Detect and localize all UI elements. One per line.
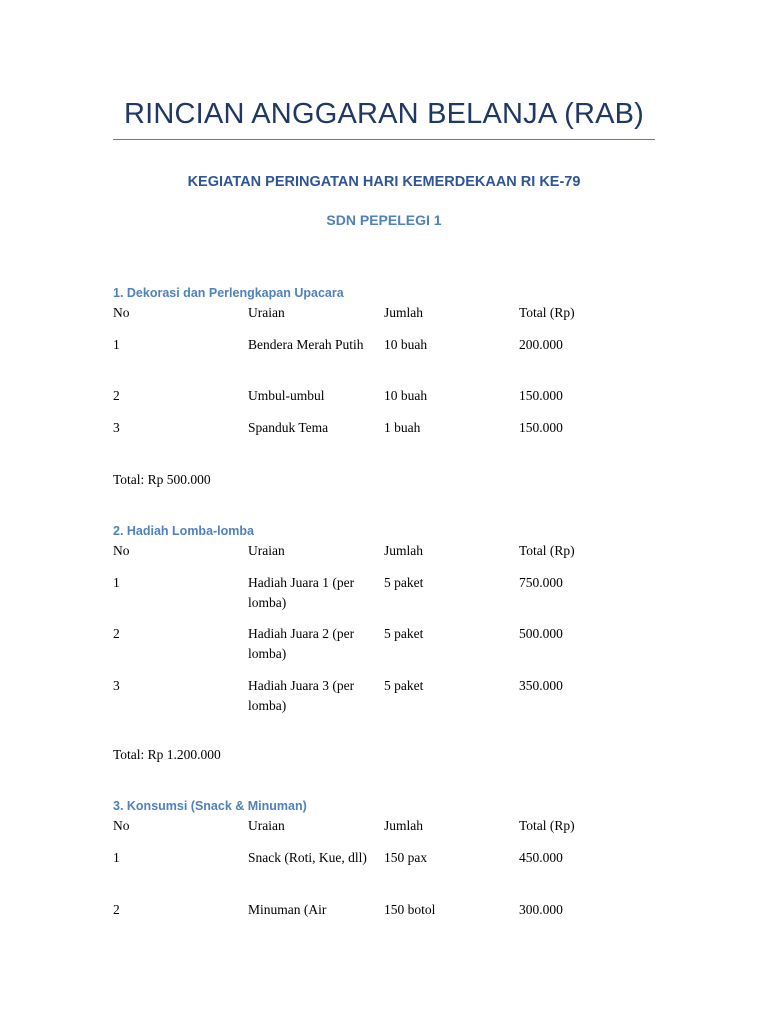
row-jumlah: 150 botol — [384, 902, 436, 917]
header-jumlah: Jumlah — [384, 543, 423, 558]
header-total: Total (Rp) — [519, 305, 575, 320]
row-total: 750.000 — [519, 575, 563, 590]
row-jumlah: 5 paket — [384, 575, 424, 590]
document-title: RINCIAN ANGGARAN BELANJA (RAB) — [123, 98, 645, 130]
header-no: No — [113, 818, 130, 833]
row-no: 2 — [113, 902, 120, 917]
row-jumlah: 1 buah — [384, 420, 421, 435]
row-total: 150.000 — [519, 420, 563, 435]
row-uraian: Bendera Merah Putih — [248, 337, 364, 352]
row-no: 1 — [113, 337, 120, 352]
section-heading: 1. Dekorasi dan Perlengkapan Upacara — [113, 286, 344, 300]
header-jumlah: Jumlah — [384, 818, 423, 833]
row-uraian: Snack (Roti, Kue, dll) — [248, 850, 367, 865]
section-heading: 2. Hadiah Lomba-lomba — [113, 524, 254, 538]
header-uraian: Uraian — [248, 305, 285, 320]
header-uraian: Uraian — [248, 818, 285, 833]
row-no: 2 — [113, 388, 120, 403]
row-total: 500.000 — [519, 626, 563, 641]
row-no: 3 — [113, 678, 120, 693]
header-jumlah: Jumlah — [384, 305, 423, 320]
row-total: 200.000 — [519, 337, 563, 352]
header-no: No — [113, 543, 130, 558]
row-uraian: Hadiah Juara 1 (per lomba) — [248, 575, 355, 610]
row-uraian: Umbul-umbul — [248, 388, 325, 403]
row-jumlah: 5 paket — [384, 678, 424, 693]
header-uraian: Uraian — [248, 543, 285, 558]
school-name: SDN PEPELEGI 1 — [326, 212, 442, 228]
row-uraian: Hadiah Juara 3 (per lomba) — [248, 678, 355, 713]
row-jumlah: 5 paket — [384, 626, 424, 641]
row-no: 3 — [113, 420, 120, 435]
row-total: 300.000 — [519, 902, 563, 917]
header-total: Total (Rp) — [519, 818, 575, 833]
section-total: Total: Rp 1.200.000 — [113, 747, 221, 762]
row-no: 1 — [113, 850, 120, 865]
row-no: 1 — [113, 575, 120, 590]
row-jumlah: 10 buah — [384, 388, 428, 403]
row-uraian: Minuman (Air — [248, 902, 327, 917]
row-uraian: Spanduk Tema — [248, 420, 329, 435]
header-no: No — [113, 305, 130, 320]
activity-subtitle: KEGIATAN PERINGATAN HARI KEMERDEKAAN RI KE-79 — [187, 174, 581, 190]
row-total: 450.000 — [519, 850, 563, 865]
header-total: Total (Rp) — [519, 543, 575, 558]
row-uraian: Hadiah Juara 2 (per lomba) — [248, 626, 355, 661]
row-jumlah: 10 buah — [384, 337, 428, 352]
title-underline — [113, 139, 655, 140]
row-total: 350.000 — [519, 678, 563, 693]
row-no: 2 — [113, 626, 120, 641]
section-heading: 3. Konsumsi (Snack & Minuman) — [113, 799, 307, 813]
row-total: 150.000 — [519, 388, 563, 403]
section-total: Total: Rp 500.000 — [113, 472, 211, 487]
row-jumlah: 150 pax — [384, 850, 428, 865]
